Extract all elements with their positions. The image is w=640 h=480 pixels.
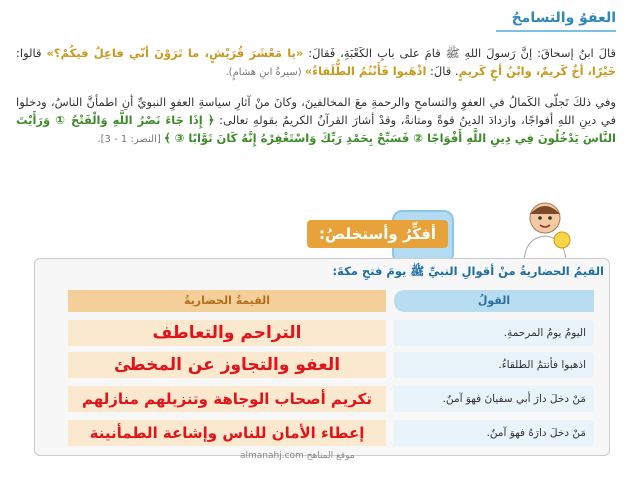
- p1-source: (سيرةُ ابنِ هشامٍ).: [225, 67, 305, 78]
- footer-watermark: almanahj.com موقع المناهج: [240, 451, 355, 461]
- row-2-saying: اذهبوا فأنتمُ الطلقاءُ.: [394, 352, 594, 378]
- row-4-saying: مَنْ دخلَ دارَهُ فهوَ آمنٌ.: [394, 420, 594, 446]
- paragraph-1: [16, 44, 616, 82]
- activity-label: أفكِّرُ وأستخلصُ:: [307, 220, 448, 248]
- p1-quote-2: خَيْرًا، أخٌ كَريمٌ، وابْنُ أخٍ كَريمٍ: [458, 64, 616, 78]
- column-header-saying: القولُ: [394, 290, 594, 312]
- p1-quote-1: «يا مَعْشَرَ قُرَيْشٍ، ما تَرَوْنَ أنّي فاعِلٌ فيكُمْ؟»: [46, 46, 304, 60]
- column-header-value: القيمةُ الحضاريةُ: [68, 290, 386, 312]
- row-3-saying: مَنْ دخلَ دارَ أبي سفيانَ فهوَ آمنٌ.: [394, 386, 594, 412]
- row-4-value: إعطاء الأمان للناس وإشاعة الطمأنينة: [68, 420, 386, 446]
- row-1-value: التراحم والتعاطف: [68, 320, 386, 346]
- section-title: العفوُ والتسامحُ: [511, 10, 616, 26]
- activity-prompt: القيمُ الحضاريةُ منْ أقوالِ النبيِّ ﷺ يومَ فتحِ مكةَ:: [332, 264, 604, 278]
- row-1-saying: اليومُ يومُ المرحمةِ.: [394, 320, 594, 346]
- p1-intro: قالَ ابنُ إسحاقَ: إنَّ رَسولَ اللهِ ﷺ قامَ على بابِ الكَعْبَةِ، فَقالَ:: [303, 46, 617, 60]
- row-2-value: العفو والتجاوز عن المخطئ: [68, 352, 386, 378]
- p1-quote-3: اذْهَبوا فَأَنْتُمُ الطُّلَقاءُ»: [304, 64, 427, 78]
- p1-reply-intro: قالوا:: [16, 46, 47, 60]
- p2-verse-ref: [النصر: 1 - 3].: [97, 134, 164, 145]
- p2-verse: ﴿ إِذَا جَاءَ نَصْرُ اللَّهِ وَالْفَتْحُ ① وَرَأَيْتَ النَّاسَ يَدْخُلُونَ فِي دِينِ اللَّهِ أَفْوَاجًا ② فَسَبِّحْ بِحَمْدِ رَبِّكَ وَاسْتَغْفِرْهُ إِنَّهُ كَانَ تَوَّابًا ③ ﴾: [16, 113, 616, 145]
- student-boy-icon: [510, 196, 580, 266]
- title-underline: [496, 30, 616, 32]
- row-3-value: تكريم أصحاب الوجاهة وتنزيلهم منازلهم: [68, 386, 386, 412]
- p2-text: وفي ذلكَ تَجلّى الكَمالُ في العفوِ والتسامحِ والرحمةِ معَ المخالفينَ، وكانَ منْ آثارِ سياسةِ العفوِ النبويِّ أنِ اطمأنَّ الناسُ، ودخلوا في دينِ اللهِ أفواجًا، وازدادَ الدينُ قوةً ومتانةً، وقدْ أشارَ القرآنُ الكريمُ بقولهِ تعالى:: [16, 95, 617, 127]
- p1-mid: . قالَ:: [426, 64, 459, 78]
- paragraph-2: [16, 93, 616, 149]
